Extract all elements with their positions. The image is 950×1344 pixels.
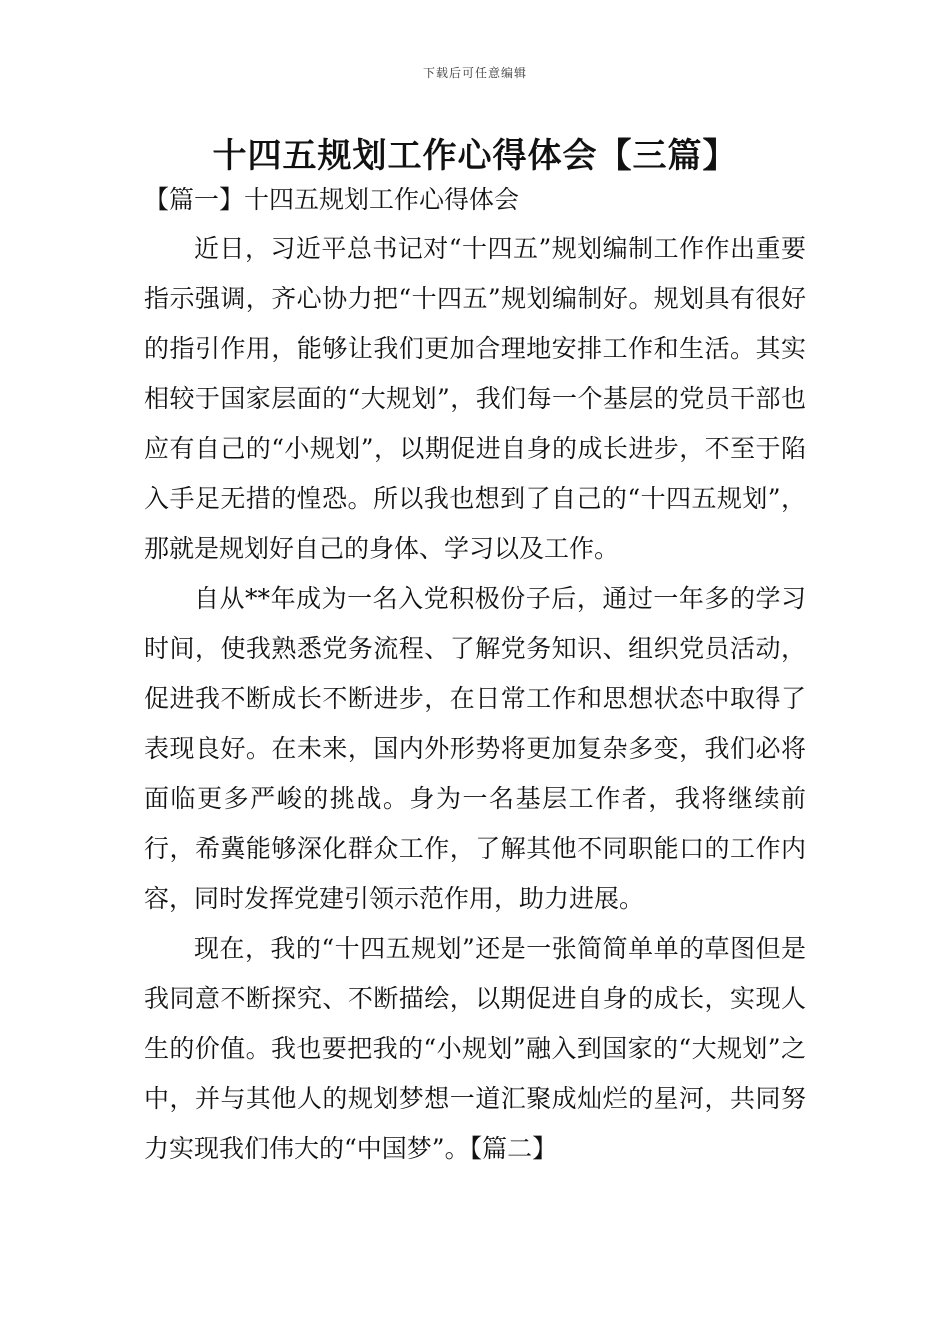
paragraph-2: 自从**年成为一名入党积极份子后，通过一年多的学习时间，使我熟悉党务流程、了解党务知识、组织党员活动，促进我不断成长不断进步，在日常工作和思想状态中取得了表现良好。在未来，国内外形势将更加复杂多变，我们必将面临更多严峻的挑战。身为一名基层工作者，我将继续前行，希冀能够深化群众工作，了解其他不同职能口的工作内容，同时发挥党建引领示范作用，助力进展。 [144,584,806,913]
document-body [144,224,806,1174]
section-heading: 【篇一】十四五规划工作心得体会 [144,185,520,214]
paragraph-1: 近日，习近平总书记对“十四五”规划编制工作作出重要指示强调，齐心协力把“十四五”规划编制好。规划具有很好的指引作用，能够让我们更加合理地安排工作和生活。其实相较于国家层面的“大规划”，我们每一个基层的党员干部也应有自己的“小规划”，以期促进自身的成长进步，不至于陷入手足无措的惶恐。所以我也想到了自己的“十四五规划”，那就是规划好自己的身体、学习以及工作。 [144,234,806,563]
header-note: 下载后可任意编辑 [422,66,527,80]
document-title: 十四五规划工作心得体会【三篇】 [212,136,738,176]
paragraph-3: 现在，我的“十四五规划”还是一张简简单单的草图但是我同意不断探究、不断描绘，以期促进自身的成长，实现人生的价值。我也要把我的“小规划”融入到国家的“大规划”之中，并与其他人的规划梦想一道汇聚成灿烂的星河，共同努力实现我们伟大的“中国梦”。【篇二】 [144,934,806,1163]
